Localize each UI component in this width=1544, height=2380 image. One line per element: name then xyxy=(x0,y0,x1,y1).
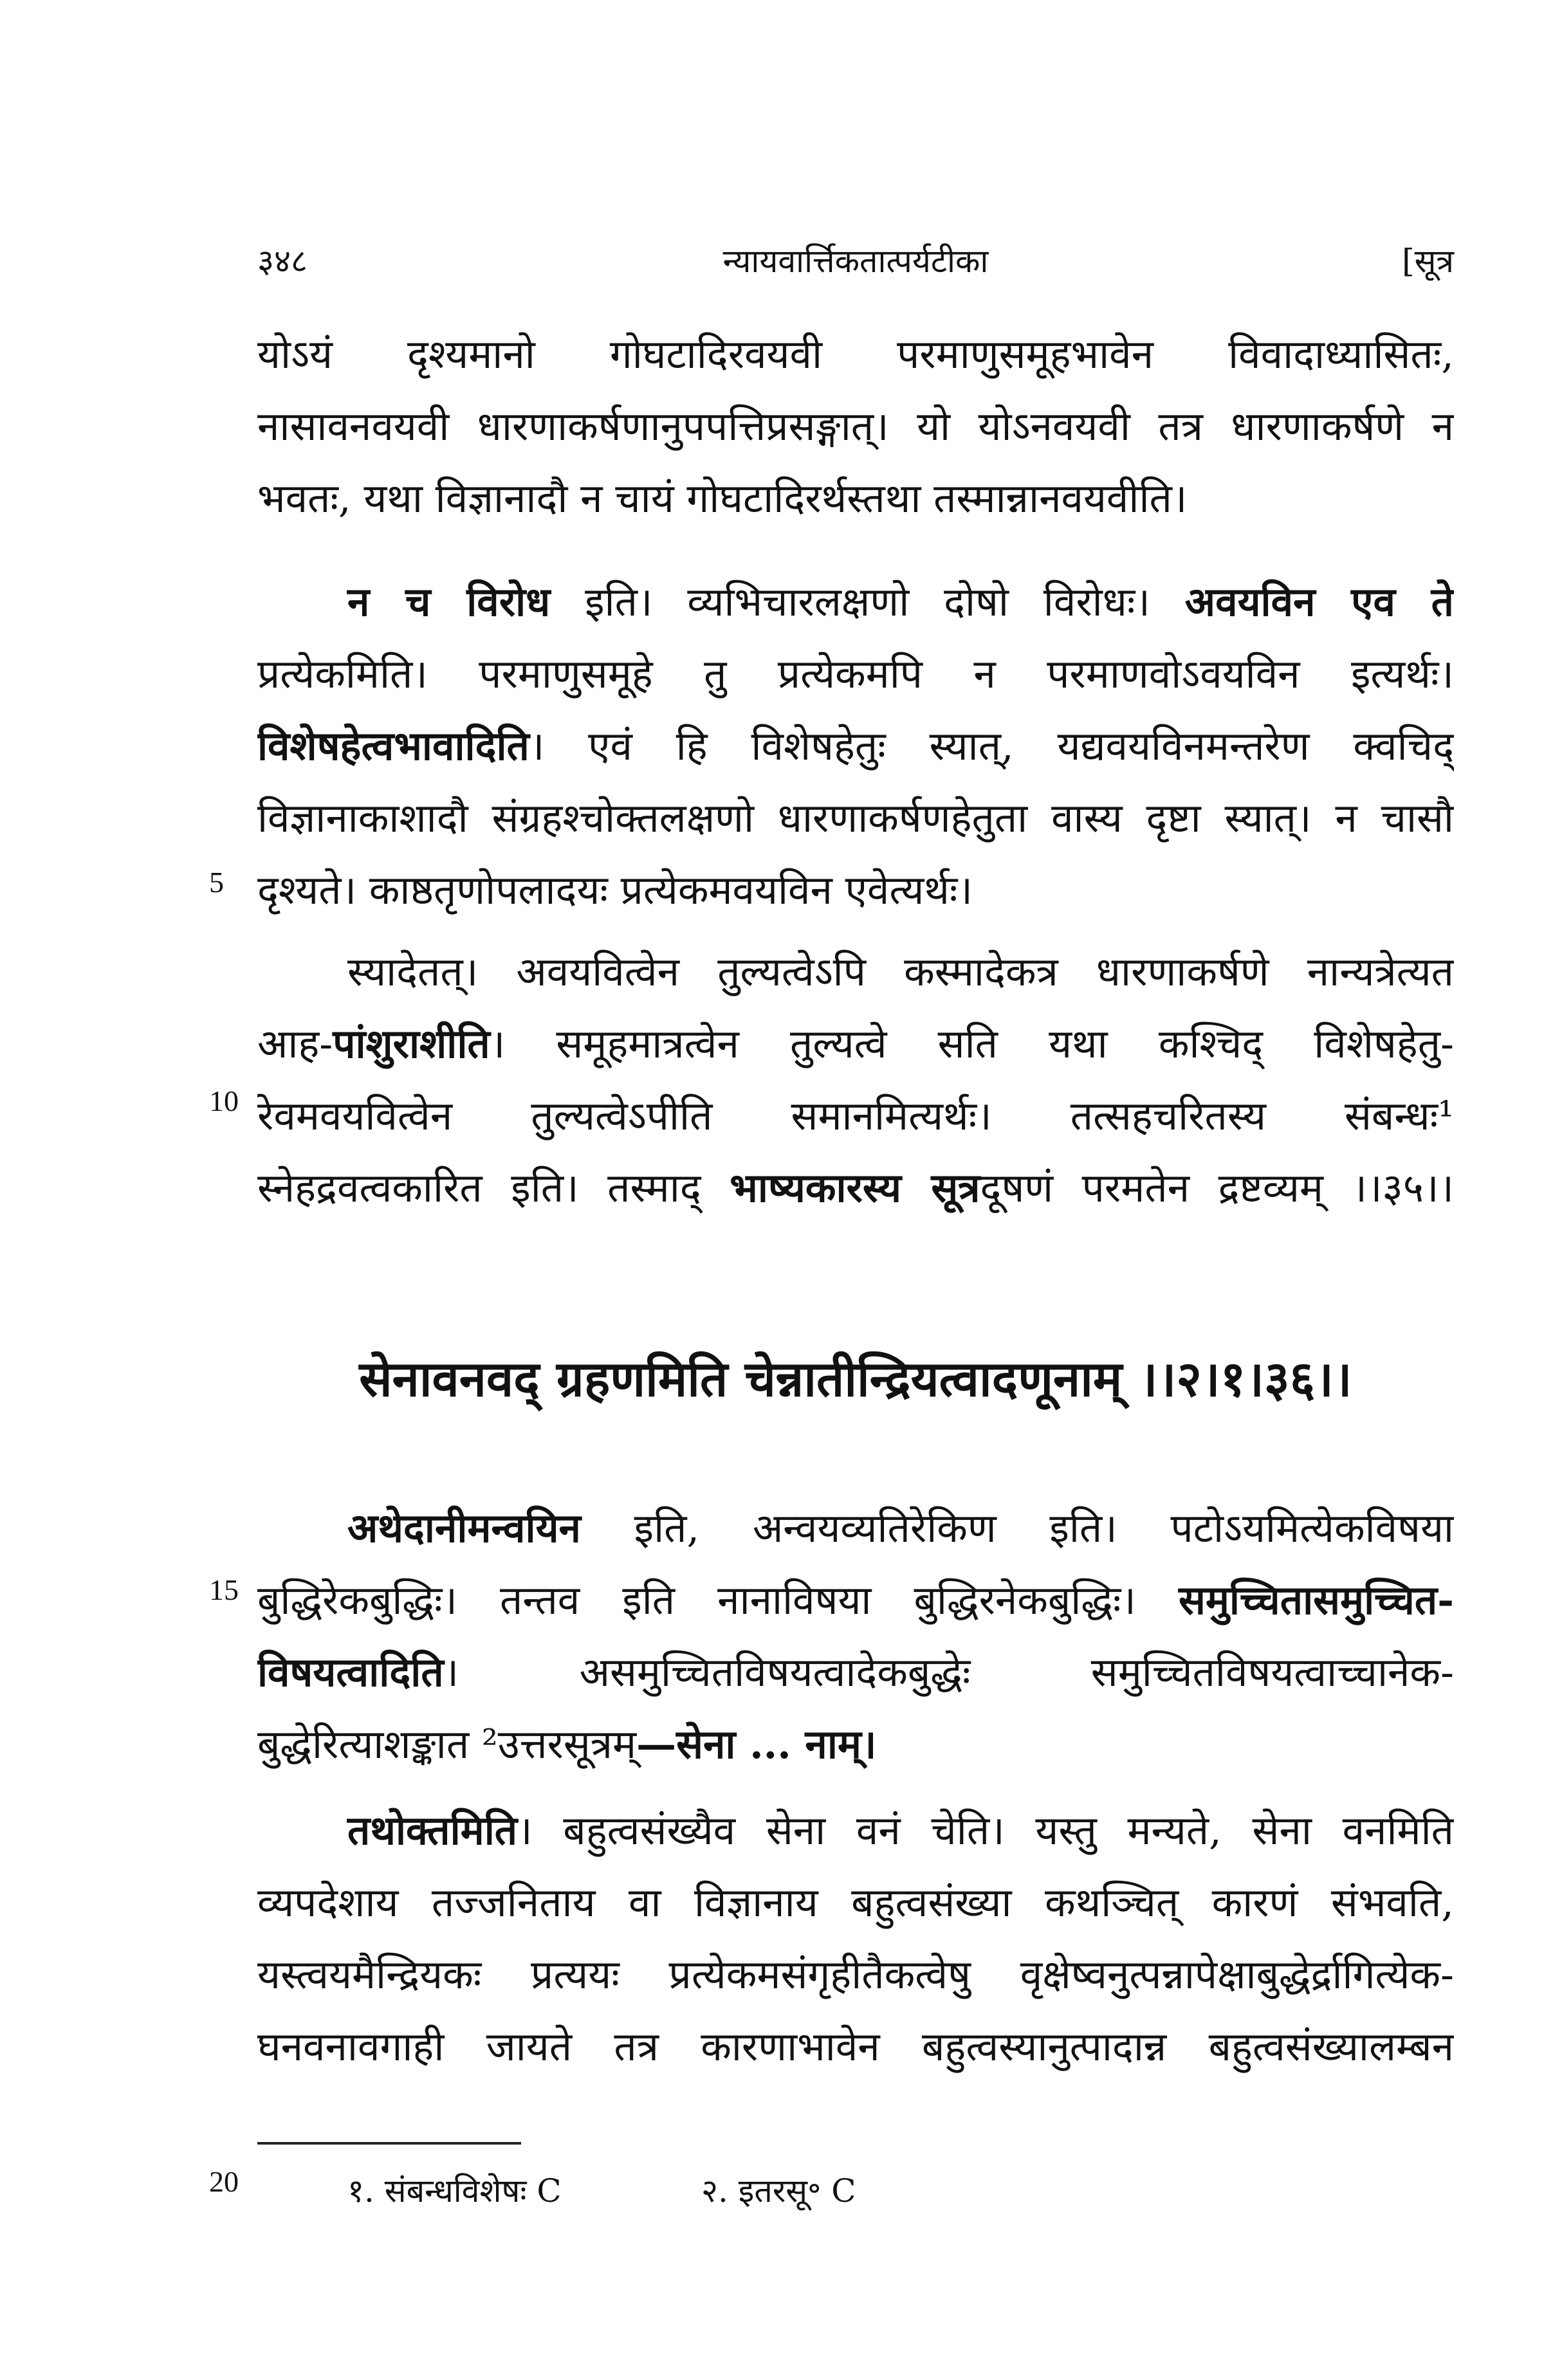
sutra-heading: सेनावनवद् ग्रहणमिति चेन्नातीन्द्रियत्वादणूनाम् ।।२।१।३६।। xyxy=(359,1350,1352,1407)
line-number: 5 xyxy=(209,866,224,899)
text-run: बुद्धेरित्याशङ्कात ²उत्तरसूत्रम् xyxy=(257,1721,637,1768)
text-run: । एवं हि विशेषहेतुः स्यात्, यद्यवयविनमन्तरेण क्वचिद् xyxy=(529,722,1454,769)
text-run: स्नेहद्रवत्वकारित इति। तस्माद् xyxy=(257,1164,730,1211)
text-line: व्यपदेशाय तज्जनिताय वा विज्ञानाय बहुत्वसंख्या कथञ्चित् कारणं संभवति, xyxy=(257,1879,1454,1926)
text-line xyxy=(257,710,1454,782)
text-run: दूषणं परमतेन द्रष्टव्यम् ।।३५।। xyxy=(980,1164,1454,1211)
text-line: प्रत्येकमिति। परमाणुसमूहे तु प्रत्येकमपि न परमाणवोऽवयविन इत्यर्थः। xyxy=(257,650,1454,697)
footnote-1: १. संबन्धविशेषः C xyxy=(347,2172,562,2210)
text-line xyxy=(257,566,1454,638)
text-line xyxy=(257,1564,1454,1636)
text-line: स्यादेतत्। अवयवित्वेन तुल्यत्वेऽपि कस्मादेकत्र धारणाकर्षणे नान्यत्रेत्यत xyxy=(347,948,1454,995)
text-run: इति। व्यभिचारलक्षणो दोषो विरोधः। xyxy=(550,578,1185,625)
running-header xyxy=(257,238,1454,296)
lemma: —सेना ... नाम्। xyxy=(636,1721,877,1768)
text-line xyxy=(257,1008,1454,1080)
lemma: विशेषहेत्वभावादिति xyxy=(257,722,529,769)
line-number: 15 xyxy=(209,1573,239,1606)
footnote-rule xyxy=(257,2142,521,2145)
line-number: 20 xyxy=(209,2165,239,2198)
text-line xyxy=(257,1492,1454,1564)
text-run: । असमुच्चितविषयत्वादेकबुद्धेः समुच्चितविषयत्वाच्चानेक- xyxy=(443,1649,1454,1696)
text-line xyxy=(257,1708,1454,1780)
text-line: विज्ञानाकाशादौ संग्रहश्चोक्तलक्षणो धारणाकर्षणहेतुता वास्य दृष्टा स्यात्। न चासौ xyxy=(257,794,1454,841)
text-line: योऽयं दृश्यमानो गोघटादिरवयवी परमाणुसमूहभावेन विवादाध्यासितः, xyxy=(257,331,1454,378)
running-title: न्यायवार्त्तिकतात्पर्यटीका xyxy=(722,243,989,280)
section-label: [सूत्र xyxy=(1402,243,1454,280)
paragraph-4 xyxy=(257,1492,1454,1780)
lemma: भाष्यकारस्य सूत्र xyxy=(730,1164,980,1211)
lemma: समुच्चितासमुच्चित- xyxy=(1178,1577,1454,1624)
line-number: 10 xyxy=(209,1085,239,1117)
paragraph-5 xyxy=(257,1795,1454,2083)
paragraph-2 xyxy=(257,566,1454,926)
text-run: बुद्धिरेकबुद्धिः। तन्तव इति नानाविषया बुद्धिरनेकबुद्धिः। xyxy=(257,1577,1179,1624)
paragraph-3 xyxy=(257,936,1454,1224)
text-run: । समूहमात्रत्वेन तुल्यत्वे सति यथा कश्चिद् विशेषहेतु- xyxy=(490,1020,1454,1067)
lemma: तथोक्तमिति xyxy=(347,1807,518,1854)
text-line: रेवमवयवित्वेन तुल्यत्वेऽपीति समानमित्यर्थः। तत्सहचरितस्य संबन्धः¹ xyxy=(257,1092,1454,1139)
text-line: नासावनवयवी धारणाकर्षणानुपपत्तिप्रसङ्गात्। यो योऽनवयवी तत्र धारणाकर्षणे न xyxy=(257,403,1454,450)
text-run: । बहुत्वसंख्यैव सेना वनं चेति। यस्तु मन्यते, सेना वनमिति xyxy=(517,1807,1454,1854)
lemma: अवयविन एव ते xyxy=(1184,578,1454,625)
page-number: ३४८ xyxy=(257,243,308,280)
lemma: अथेदानीमन्वयिन xyxy=(347,1505,581,1552)
text-run: इति, अन्वयव्यतिरेकिण इति। पटोऽयमित्येकविषया xyxy=(580,1505,1454,1552)
text-run: आह- xyxy=(257,1020,333,1067)
text-line xyxy=(257,1636,1454,1708)
lemma: न च विरोध xyxy=(347,578,551,625)
footnote-2: २. इतरसू॰ C xyxy=(701,2172,856,2210)
lemma: पांशुराशीति xyxy=(333,1020,490,1067)
text-line xyxy=(257,1795,1454,1867)
paragraph-1 xyxy=(257,318,1454,535)
text-line: भवतः, यथा विज्ञानादौ न चायं गोघटादिरर्थस्तथा तस्मान्नानवयवीति। xyxy=(257,475,1188,522)
text-line: दृश्यते। काष्ठतृणोपलादयः प्रत्येकमवयविन एवेत्यर्थः। xyxy=(257,866,973,913)
text-line xyxy=(257,1152,1454,1224)
text-line: यस्त्वयमैन्द्रियकः प्रत्ययः प्रत्येकमसंगृहीतैकत्वेषु वृक्षेष्वनुत्पन्नापेक्षाबुद्धेर्द्रागित्येक- xyxy=(257,1951,1454,1998)
lemma: विषयत्वादिति xyxy=(257,1649,444,1696)
text-line: घनवनावगाही जायते तत्र कारणाभावेन बहुत्वस्यानुत्पादान्न बहुत्वसंख्यालम्बन xyxy=(257,2023,1454,2070)
